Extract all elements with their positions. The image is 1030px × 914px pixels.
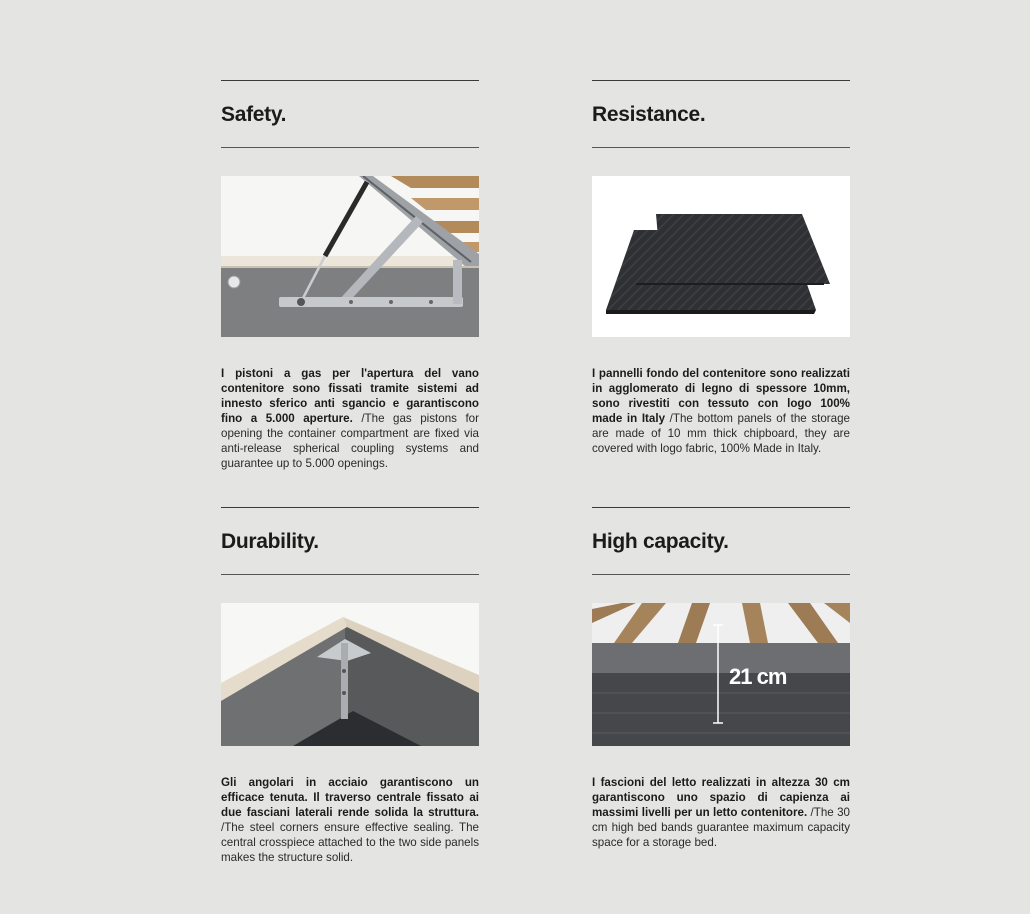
feature-title: Durability. bbox=[221, 530, 319, 553]
description-english: /The bottom panels of the storage are made of 10 mm thick chipboard, they are covered with logo fabric, 100% Made in Italy. bbox=[592, 412, 850, 455]
feature-title: Safety. bbox=[221, 103, 287, 126]
feature-card-durability bbox=[221, 507, 479, 877]
feature-title: Resistance. bbox=[592, 103, 706, 126]
description-italian: I fascioni del letto realizzati in altezza 30 cm garantiscono uno spazio di capienza ai massimi livelli per un letto contenitore. bbox=[592, 776, 850, 819]
description-english: /The steel corners ensure effective sealing. The central crosspiece attached to the two side panels makes the structure solid. bbox=[221, 821, 479, 864]
divider bbox=[592, 574, 850, 575]
feature-card-resistance bbox=[592, 80, 850, 468]
description-italian: Gli angolari in acciaio garantiscono un efficace tenuta. Il traverso centrale fissato ai due fasciani laterali rende solida la struttura. bbox=[221, 776, 479, 819]
feature-description bbox=[592, 366, 850, 456]
height-label: 21 cm bbox=[729, 664, 787, 689]
feature-description bbox=[221, 775, 479, 865]
feature-title: High capacity. bbox=[592, 530, 729, 553]
divider bbox=[592, 147, 850, 148]
feature-card-safety bbox=[221, 80, 479, 483]
divider bbox=[221, 574, 479, 575]
chipboard-panels-image bbox=[592, 176, 850, 337]
description-english: /The 30 cm high bed bands guarantee maximum capacity space for a storage bed. bbox=[592, 806, 850, 849]
gas-piston-image bbox=[221, 176, 479, 337]
description-italian: I pistoni a gas per l'apertura del vano contenitore sono fissati tramite sistemi ad innesto sferico anti sgancio e garantiscono fino a 5.000 aperture. bbox=[221, 367, 479, 425]
feature-description bbox=[592, 775, 850, 850]
feature-description bbox=[221, 366, 479, 471]
description-italian: I pannelli fondo del contenitore sono realizzati in agglomerato di legno di spessore 10mm, sono rivestiti con tessuto con logo 100% made in Italy bbox=[592, 367, 850, 425]
steel-corner-image bbox=[221, 603, 479, 746]
description-english: /The gas pistons for opening the container compartment are fixed via anti-release spherical coupling systems and guarantee up to 5.000 openings. bbox=[221, 412, 479, 470]
feature-card-high-capacity bbox=[592, 507, 850, 862]
storage-interior-image bbox=[592, 603, 850, 746]
divider bbox=[221, 147, 479, 148]
